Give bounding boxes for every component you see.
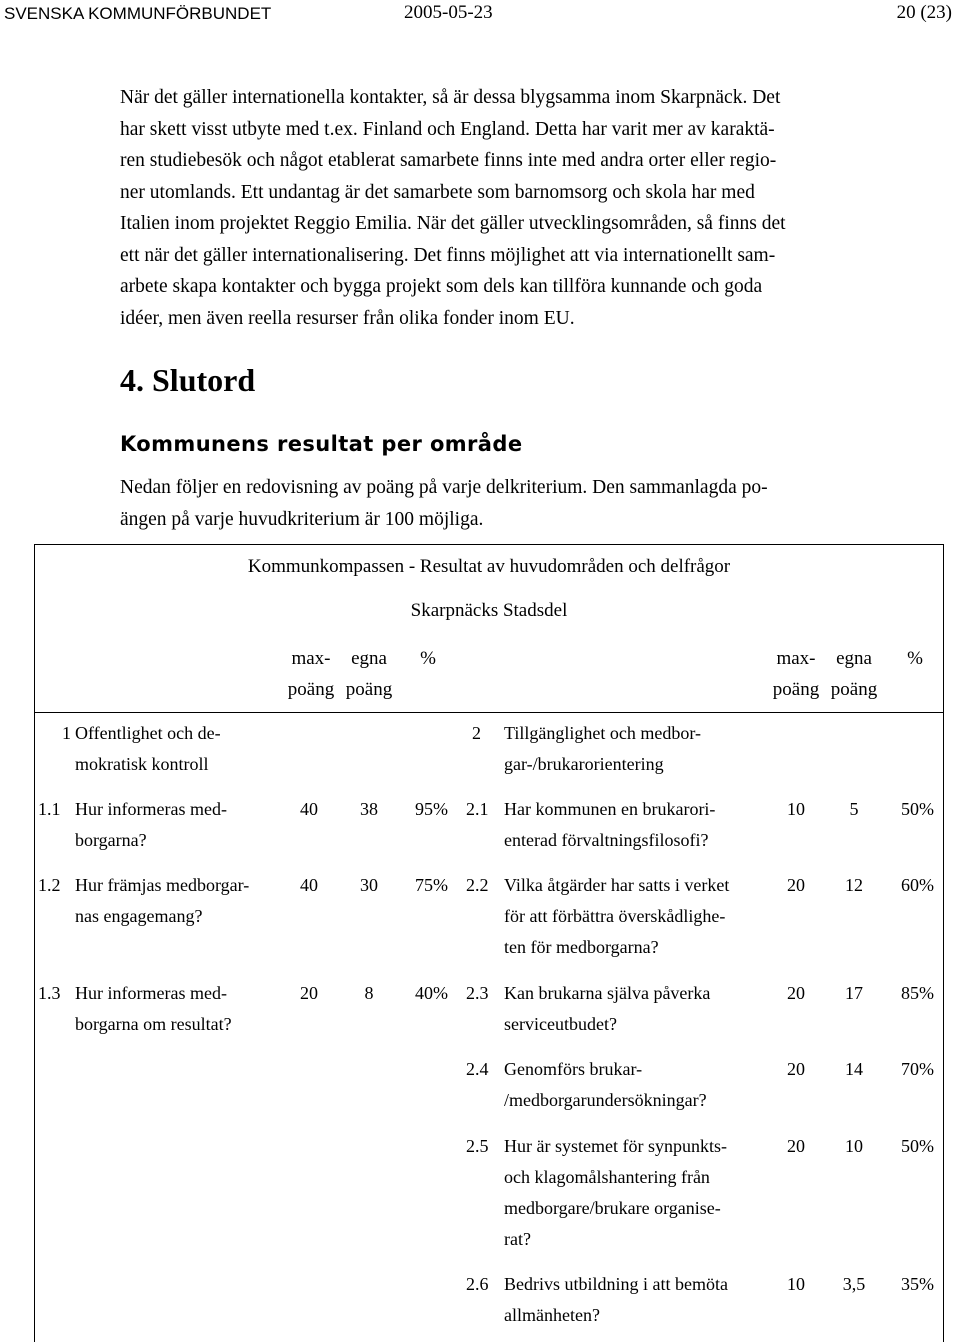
row-question xyxy=(504,978,710,1040)
row-number: 2.6 xyxy=(466,1274,489,1294)
question-line: allmänheten? xyxy=(504,1305,600,1325)
question-line: Hur är systemet för synpunkts- xyxy=(504,1136,727,1156)
question-line: Vilka åtgärder har satts i verket xyxy=(504,875,730,895)
own-points: 12 xyxy=(845,875,863,895)
col-label: poäng xyxy=(345,679,393,700)
col-label: max- xyxy=(776,648,816,669)
question-line: för att förbättra överskådlighe- xyxy=(504,906,726,926)
own-points: 5 xyxy=(849,799,859,819)
category-1-num: 1 xyxy=(62,723,71,743)
table-border-right xyxy=(943,713,944,1342)
category-line: gar-/brukarorientering xyxy=(504,754,664,774)
question-line: Hur främjas medborgar- xyxy=(75,875,250,895)
row-number: 2.3 xyxy=(466,983,489,1003)
row-number: 1.1 xyxy=(38,799,61,819)
paragraph-line: ner utomlands. Ett undantag är det samarbete som barnomsorg och skola har med xyxy=(120,181,755,203)
col-label: poäng xyxy=(287,679,335,700)
percent: 75% xyxy=(415,875,448,895)
intro-line: Nedan följer en redovisning av poäng på varje delkriterium. Den sammanlagda po- xyxy=(120,477,768,498)
paragraph-line: idéer, men även reella resurser från olika fonder inom EU. xyxy=(120,307,575,329)
row-question xyxy=(504,870,729,963)
table-title: Kommunkompassen - Resultat av huvudområden och delfrågor xyxy=(247,556,731,577)
paragraph-line: När det gäller internationella kontakter, så är dessa blygsamma inom Skarpnäck. Det xyxy=(120,87,781,108)
percent: 35% xyxy=(901,1274,934,1294)
paragraph-line: ett när det gäller internationalisering. Det finns möjlighet att via internationellt sam- xyxy=(120,244,776,266)
paragraph-line: Italien inom projektet Reggio Emilia. När det gäller utvecklingsområden, så finns det xyxy=(120,213,786,234)
question-line: Kan brukarna själva påverka xyxy=(504,983,711,1003)
row-question xyxy=(504,1269,728,1331)
paragraph-line: ren studiebesök och något etablerat samarbete finns inte med andra orter eller regio- xyxy=(120,150,777,171)
col-label: egna xyxy=(351,648,387,669)
question-line: Bedrivs utbildning i att bemöta xyxy=(504,1274,728,1294)
own-points: 10 xyxy=(845,1136,863,1156)
percent: 85% xyxy=(901,983,934,1003)
own-points: 30 xyxy=(360,875,378,895)
question-line: enterad förvaltningsfilosofi? xyxy=(504,830,709,850)
category-1-title xyxy=(75,718,221,780)
intro-text xyxy=(120,472,768,535)
question-line: serviceutbudet? xyxy=(504,1014,617,1034)
row-number: 2.5 xyxy=(466,1136,489,1156)
own-points: 8 xyxy=(364,983,374,1003)
header-date: 2005-05-23 xyxy=(404,2,493,23)
own-points: 3,5 xyxy=(842,1274,866,1294)
column-header-pct-right: % xyxy=(907,648,923,669)
question-line: borgarna om resultat? xyxy=(75,1014,232,1034)
column-header-max-right xyxy=(767,643,825,705)
table-header-divider xyxy=(34,712,944,713)
own-points: 14 xyxy=(845,1059,863,1079)
row-question xyxy=(75,978,232,1040)
question-line: Har kommunen en brukarori- xyxy=(504,799,716,819)
percent: 40% xyxy=(415,983,448,1003)
max-points: 20 xyxy=(787,1136,805,1156)
question-line: Hur informeras med- xyxy=(75,799,227,819)
row-number: 2.1 xyxy=(466,799,489,819)
header-org: SVENSKA KOMMUNFÖRBUNDET xyxy=(4,4,272,23)
max-points: 20 xyxy=(787,983,805,1003)
col-label: egna xyxy=(836,648,872,669)
question-line: Hur informeras med- xyxy=(75,983,227,1003)
row-number: 2.2 xyxy=(466,875,489,895)
col-label: poäng xyxy=(830,679,878,700)
question-line: ten för medborgarna? xyxy=(504,937,659,957)
paragraph-line: har skett visst utbyte med t.ex. Finland och England. Detta har varit mer av karaktä- xyxy=(120,118,775,140)
own-points: 38 xyxy=(360,799,378,819)
own-points: 17 xyxy=(845,983,863,1003)
max-points: 20 xyxy=(787,875,805,895)
column-header-max-left xyxy=(282,643,340,705)
column-header-pct-left: % xyxy=(420,648,436,669)
category-line: mokratisk kontroll xyxy=(75,754,209,774)
category-2-num: 2 xyxy=(472,723,481,743)
col-label: poäng xyxy=(772,679,820,700)
category-line: Tillgänglighet och medbor- xyxy=(504,723,701,743)
percent: 50% xyxy=(901,1136,934,1156)
question-line: Genomförs brukar- xyxy=(504,1059,643,1079)
intro-line: ängen på varje huvudkriterium är 100 möjliga. xyxy=(120,508,484,530)
percent: 60% xyxy=(901,875,934,895)
max-points: 20 xyxy=(300,983,318,1003)
row-question xyxy=(504,1131,727,1255)
category-line: Offentlighet och de- xyxy=(75,723,221,743)
row-question xyxy=(75,870,249,932)
header-page-number: 20 (23) xyxy=(896,2,952,23)
paragraph-line: arbete skapa kontakter och bygga projekt som dels kan tillföra kunnande och goda xyxy=(120,276,763,297)
max-points: 20 xyxy=(787,1059,805,1079)
row-question xyxy=(75,794,227,856)
question-line: och klagomålshantering från xyxy=(504,1167,710,1187)
row-question xyxy=(504,794,715,856)
row-number: 2.4 xyxy=(466,1059,489,1079)
table-border-left xyxy=(34,713,35,1342)
max-points: 40 xyxy=(300,875,318,895)
max-points: 10 xyxy=(787,799,805,819)
category-2-title xyxy=(504,718,701,780)
max-points: 40 xyxy=(300,799,318,819)
body-paragraph xyxy=(120,82,910,334)
row-number: 1.3 xyxy=(38,983,61,1003)
max-points: 10 xyxy=(787,1274,805,1294)
column-header-egna-left xyxy=(340,643,398,705)
column-header-egna-right xyxy=(825,643,883,705)
row-question xyxy=(504,1054,707,1116)
percent: 70% xyxy=(901,1059,934,1079)
question-line: rat? xyxy=(504,1229,531,1249)
question-line: nas engagemang? xyxy=(75,906,203,926)
question-line: /medborgarundersökningar? xyxy=(504,1090,707,1110)
table-subtitle: Skarpnäcks Stadsdel xyxy=(410,600,568,621)
subsection-title: Kommunens resultat per område xyxy=(120,432,523,456)
percent: 50% xyxy=(901,799,934,819)
percent: 95% xyxy=(415,799,448,819)
question-line: medborgare/brukare organise- xyxy=(504,1198,721,1218)
question-line: borgarna? xyxy=(75,830,147,850)
col-label: max- xyxy=(291,648,331,669)
section-title: 4. Slutord xyxy=(120,362,256,398)
row-number: 1.2 xyxy=(38,875,61,895)
